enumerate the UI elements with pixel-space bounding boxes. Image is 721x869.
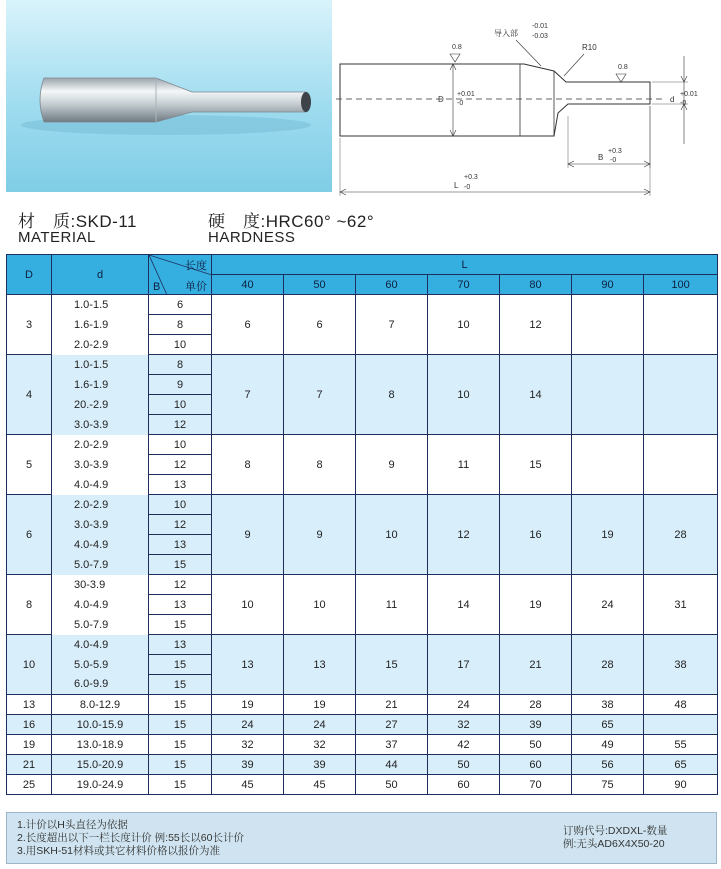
note-1: 1.计价以H头直径为依据 <box>17 819 128 831</box>
price-cell: 37 <box>356 735 428 755</box>
d-range: 15.0-20.9 <box>52 755 149 775</box>
price-cell: 14 <box>500 355 572 435</box>
d-range: 1.0-1.5 <box>52 355 149 375</box>
price-cell <box>572 295 644 355</box>
price-cell: 9 <box>284 495 356 575</box>
svg-text:0.8: 0.8 <box>618 64 628 71</box>
d-range: 10.0-15.9 <box>52 715 149 735</box>
length-header-5: 90 <box>572 275 644 295</box>
D-value: 5 <box>7 435 52 495</box>
price-cell: 24 <box>284 715 356 735</box>
d-range: 3.0-3.9 <box>52 515 149 535</box>
d-range: 3.0-3.9 <box>52 415 149 435</box>
svg-text:-0.03: -0.03 <box>532 33 548 40</box>
svg-text:+0.3: +0.3 <box>464 174 478 181</box>
svg-text:+0.01: +0.01 <box>680 91 698 98</box>
length-header-6: 100 <box>644 275 718 295</box>
price-cell: 19 <box>572 495 644 575</box>
price-cell: 32 <box>212 735 284 755</box>
price-cell: 65 <box>644 755 718 775</box>
price-cell: 13 <box>212 635 284 695</box>
d-range: 1.6-1.9 <box>52 315 149 335</box>
diag-B-label: B <box>153 281 161 293</box>
diag-price-label: 单价 <box>185 281 207 293</box>
svg-text:导入部: 导入部 <box>494 29 518 38</box>
price-cell: 8 <box>212 435 284 495</box>
svg-text:-0: -0 <box>464 184 471 191</box>
price-cell: 17 <box>428 635 500 695</box>
note-2: 2.长度超出以下一栏长度计价 例:55长以60长计价 <box>17 832 244 844</box>
B-value: 15 <box>149 655 212 675</box>
d-range: 6.0-9.9 <box>52 675 149 695</box>
price-cell <box>644 435 718 495</box>
B-value: 13 <box>149 535 212 555</box>
table-row <box>7 775 718 795</box>
price-cell: 50 <box>428 755 500 775</box>
price-cell: 8 <box>356 355 428 435</box>
price-cell: 8 <box>284 435 356 495</box>
notes-right <box>563 825 667 851</box>
B-value: 15 <box>149 615 212 635</box>
price-cell: 16 <box>500 495 572 575</box>
order-code: 订购代号:DXDXL-数量 <box>563 825 668 837</box>
svg-text:+0.01: +0.01 <box>457 91 475 98</box>
price-cell: 55 <box>644 735 718 755</box>
pin-outline <box>340 64 650 136</box>
B-value: 15 <box>149 715 212 735</box>
price-cell: 7 <box>284 355 356 435</box>
price-cell: 19 <box>284 695 356 715</box>
d-label: d <box>670 95 675 104</box>
svg-text:-0.01: -0.01 <box>532 23 548 30</box>
col-D-header: D <box>7 255 52 295</box>
table-row <box>7 575 718 595</box>
price-cell: 7 <box>356 295 428 355</box>
B-value: 12 <box>149 575 212 595</box>
hardness-en: HARDNESS <box>208 229 296 246</box>
price-cell <box>644 715 718 735</box>
d-range: 5.0-7.9 <box>52 615 149 635</box>
B-value: 15 <box>149 695 212 715</box>
d-range: 2.0-2.9 <box>52 335 149 355</box>
price-table <box>6 254 718 795</box>
punch-pin-image <box>6 0 332 192</box>
price-cell: 19 <box>500 575 572 635</box>
B-value: 15 <box>149 735 212 755</box>
price-cell: 19 <box>212 695 284 715</box>
B-value: 9 <box>149 375 212 395</box>
d-range: 20.-2.9 <box>52 395 149 415</box>
B-value: 15 <box>149 675 212 695</box>
price-cell: 49 <box>572 735 644 755</box>
length-header-3: 70 <box>428 275 500 295</box>
price-cell: 28 <box>572 635 644 695</box>
price-cell: 27 <box>356 715 428 735</box>
price-cell: 12 <box>428 495 500 575</box>
material-cn: 材 质:SKD-11 <box>18 212 137 231</box>
price-cell: 21 <box>356 695 428 715</box>
price-cell: 11 <box>428 435 500 495</box>
price-cell: 60 <box>428 775 500 795</box>
D-value: 6 <box>7 495 52 575</box>
B-value: 8 <box>149 355 212 375</box>
technical-drawing <box>336 16 720 202</box>
svg-text:-0: -0 <box>610 157 617 164</box>
price-cell: 11 <box>356 575 428 635</box>
d-range: 2.0-2.9 <box>52 495 149 515</box>
price-cell: 10 <box>212 575 284 635</box>
price-cell: 24 <box>212 715 284 735</box>
price-cell: 70 <box>500 775 572 795</box>
price-cell <box>572 355 644 435</box>
B-value: 13 <box>149 475 212 495</box>
svg-text:R10: R10 <box>582 43 597 52</box>
D-value: 13 <box>7 695 52 715</box>
length-header-2: 60 <box>356 275 428 295</box>
d-range: 1.0-1.5 <box>52 295 149 315</box>
price-cell: 14 <box>428 575 500 635</box>
B-value: 8 <box>149 315 212 335</box>
price-cell: 15 <box>500 435 572 495</box>
material-en: MATERIAL <box>18 229 96 246</box>
price-cell: 13 <box>284 635 356 695</box>
B-value: 10 <box>149 435 212 455</box>
col-d-header: d <box>52 255 149 295</box>
price-cell: 28 <box>644 495 718 575</box>
price-cell: 39 <box>284 755 356 775</box>
price-cell: 10 <box>356 495 428 575</box>
d-range: 8.0-12.9 <box>52 695 149 715</box>
d-range: 4.0-4.9 <box>52 475 149 495</box>
hardness-cn: 硬 度:HRC60° ~62° <box>208 212 375 231</box>
B-value: 10 <box>149 495 212 515</box>
price-cell: 48 <box>644 695 718 715</box>
B-value: 13 <box>149 595 212 615</box>
price-cell: 39 <box>212 755 284 775</box>
notes-left <box>17 819 244 858</box>
table-row <box>7 435 718 455</box>
d-range: 5.0-5.9 <box>52 655 149 675</box>
price-cell: 10 <box>284 575 356 635</box>
price-cell: 32 <box>428 715 500 735</box>
B-value: 12 <box>149 415 212 435</box>
D-label: D <box>438 95 444 104</box>
svg-text:0.8: 0.8 <box>452 44 462 51</box>
d-range: 3.0-3.9 <box>52 455 149 475</box>
table-row <box>7 715 718 735</box>
price-cell: 15 <box>356 635 428 695</box>
diagonal-header-cell <box>149 255 212 295</box>
d-range: 19.0-24.9 <box>52 775 149 795</box>
price-cell: 7 <box>212 355 284 435</box>
B-value: 15 <box>149 755 212 775</box>
svg-text:-0: -0 <box>680 100 687 107</box>
price-cell: 60 <box>500 755 572 775</box>
diag-length-label: 长度 <box>185 260 207 272</box>
table-row <box>7 355 718 375</box>
price-cell <box>644 355 718 435</box>
B-value: 12 <box>149 515 212 535</box>
price-cell: 6 <box>284 295 356 355</box>
note-3: 3.用SKH-51材料或其它材料价格以报价为准 <box>17 845 221 857</box>
price-cell: 45 <box>284 775 356 795</box>
price-cell: 65 <box>572 715 644 735</box>
L-header: L <box>212 255 718 275</box>
product-photo <box>6 0 332 192</box>
price-cell: 9 <box>356 435 428 495</box>
D-value: 4 <box>7 355 52 435</box>
svg-text:L: L <box>454 181 459 190</box>
B-value: 10 <box>149 335 212 355</box>
D-value: 10 <box>7 635 52 695</box>
price-cell: 32 <box>284 735 356 755</box>
price-cell: 10 <box>428 295 500 355</box>
d-range: 4.0-4.9 <box>52 535 149 555</box>
D-value: 21 <box>7 755 52 775</box>
price-cell: 56 <box>572 755 644 775</box>
table-row <box>7 295 718 315</box>
d-range: 2.0-2.9 <box>52 435 149 455</box>
d-range: 4.0-4.9 <box>52 635 149 655</box>
svg-text:+0.3: +0.3 <box>608 148 622 155</box>
price-cell: 38 <box>644 635 718 695</box>
svg-text:B: B <box>598 153 604 162</box>
length-header-4: 80 <box>500 275 572 295</box>
d-range: 5.0-7.9 <box>52 555 149 575</box>
price-cell: 90 <box>644 775 718 795</box>
price-cell: 50 <box>500 735 572 755</box>
B-value: 10 <box>149 395 212 415</box>
price-cell: 39 <box>500 715 572 735</box>
D-value: 25 <box>7 775 52 795</box>
table-row <box>7 755 718 775</box>
table-row <box>7 635 718 655</box>
price-cell: 10 <box>428 355 500 435</box>
order-example: 例:无头AD6X4X50-20 <box>563 838 665 850</box>
price-cell: 44 <box>356 755 428 775</box>
table-row <box>7 735 718 755</box>
price-cell: 42 <box>428 735 500 755</box>
price-cell: 9 <box>212 495 284 575</box>
D-value: 19 <box>7 735 52 755</box>
price-cell: 24 <box>572 575 644 635</box>
d-range: 1.6-1.9 <box>52 375 149 395</box>
D-value: 16 <box>7 715 52 735</box>
D-value: 3 <box>7 295 52 355</box>
price-cell: 6 <box>212 295 284 355</box>
price-cell: 28 <box>500 695 572 715</box>
d-range: 13.0-18.9 <box>52 735 149 755</box>
D-value: 8 <box>7 575 52 635</box>
table-row <box>7 695 718 715</box>
B-value: 13 <box>149 635 212 655</box>
length-header-0: 40 <box>212 275 284 295</box>
length-header-1: 50 <box>284 275 356 295</box>
price-cell: 75 <box>572 775 644 795</box>
table-row <box>7 495 718 515</box>
price-cell: 21 <box>500 635 572 695</box>
d-range: 30-3.9 <box>52 575 149 595</box>
price-cell: 38 <box>572 695 644 715</box>
B-value: 6 <box>149 295 212 315</box>
B-value: 15 <box>149 775 212 795</box>
d-range: 4.0-4.9 <box>52 595 149 615</box>
price-cell: 50 <box>356 775 428 795</box>
B-value: 12 <box>149 455 212 475</box>
price-cell: 24 <box>428 695 500 715</box>
notes-box <box>6 812 717 864</box>
B-value: 15 <box>149 555 212 575</box>
price-cell: 31 <box>644 575 718 635</box>
price-cell: 12 <box>500 295 572 355</box>
price-cell <box>572 435 644 495</box>
svg-text:-0: -0 <box>457 100 464 107</box>
price-cell <box>644 295 718 355</box>
price-cell: 45 <box>212 775 284 795</box>
